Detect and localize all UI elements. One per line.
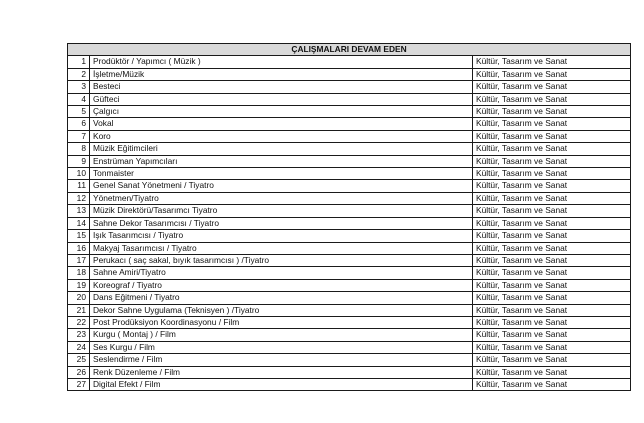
table-body: [68, 56, 631, 391]
row-number: 11: [68, 180, 90, 192]
row-number: 19: [68, 279, 90, 291]
row-number: 23: [68, 329, 90, 341]
table-row: [68, 329, 631, 341]
occupation-name: Çalgıcı: [90, 106, 473, 118]
table-row: [68, 68, 631, 80]
occupation-name: Besteci: [90, 81, 473, 93]
table-title: ÇALIŞMALARI DEVAM EDEN: [68, 44, 631, 56]
occupation-name: İşletme/Müzik: [90, 68, 473, 80]
row-number: 14: [68, 217, 90, 229]
row-number: 17: [68, 254, 90, 266]
table-row: [68, 279, 631, 291]
row-number: 16: [68, 242, 90, 254]
row-number: 5: [68, 106, 90, 118]
table-row: [68, 341, 631, 353]
row-number: 4: [68, 93, 90, 105]
occupation-name: Makyaj Tasarımcısı / Tiyatro: [90, 242, 473, 254]
occupation-category: Kültür, Tasarım ve Sanat: [473, 354, 631, 366]
occupation-name: Sahne Amiri/Tiyatro: [90, 267, 473, 279]
table-row: [68, 81, 631, 93]
occupation-category: Kültür, Tasarım ve Sanat: [473, 106, 631, 118]
occupation-name: Dans Eğitmeni / Tiyatro: [90, 292, 473, 304]
occupation-category: Kültür, Tasarım ve Sanat: [473, 118, 631, 130]
row-number: 24: [68, 341, 90, 353]
occupation-category: Kültür, Tasarım ve Sanat: [473, 267, 631, 279]
occupation-category: Kültür, Tasarım ve Sanat: [473, 93, 631, 105]
table-title-row: [68, 44, 631, 56]
table-row: [68, 366, 631, 378]
occupation-name: Digital Efekt / Film: [90, 378, 473, 390]
table-row: [68, 192, 631, 204]
table-row: [68, 378, 631, 390]
occupation-name: Vokal: [90, 118, 473, 130]
table-row: [68, 217, 631, 229]
occupation-name: Dekor Sahne Uygulama (Teknisyen ) /Tiyatro: [90, 304, 473, 316]
occupation-name: Perukacı ( saç sakal, bıyık tasarımcısı ) /Tiyatro: [90, 254, 473, 266]
occupation-name: Koreograf / Tiyatro: [90, 279, 473, 291]
occupation-name: Renk Düzenleme / Film: [90, 366, 473, 378]
row-number: 18: [68, 267, 90, 279]
row-number: 25: [68, 354, 90, 366]
occupation-category: Kültür, Tasarım ve Sanat: [473, 304, 631, 316]
occupation-category: Kültür, Tasarım ve Sanat: [473, 56, 631, 68]
occupation-category: Kültür, Tasarım ve Sanat: [473, 180, 631, 192]
row-number: 6: [68, 118, 90, 130]
table-row: [68, 242, 631, 254]
table-row: [68, 93, 631, 105]
row-number: 9: [68, 155, 90, 167]
occupation-category: Kültür, Tasarım ve Sanat: [473, 155, 631, 167]
occupation-name: Post Prodüksiyon Koordinasyonu / Film: [90, 316, 473, 328]
row-number: 20: [68, 292, 90, 304]
row-number: 27: [68, 378, 90, 390]
occupation-category: Kültür, Tasarım ve Sanat: [473, 341, 631, 353]
table-row: [68, 267, 631, 279]
row-number: 3: [68, 81, 90, 93]
occupation-category: Kültür, Tasarım ve Sanat: [473, 329, 631, 341]
table-row: [68, 254, 631, 266]
occupation-category: Kültür, Tasarım ve Sanat: [473, 230, 631, 242]
table-row: [68, 180, 631, 192]
occupation-category: Kültür, Tasarım ve Sanat: [473, 378, 631, 390]
row-number: 15: [68, 230, 90, 242]
occupation-name: Koro: [90, 130, 473, 142]
row-number: 21: [68, 304, 90, 316]
occupation-category: Kültür, Tasarım ve Sanat: [473, 130, 631, 142]
occupation-category: Kültür, Tasarım ve Sanat: [473, 205, 631, 217]
occupation-category: Kültür, Tasarım ve Sanat: [473, 292, 631, 304]
occupation-category: Kültür, Tasarım ve Sanat: [473, 242, 631, 254]
table-row: [68, 316, 631, 328]
table-row: [68, 56, 631, 68]
occupation-category: Kültür, Tasarım ve Sanat: [473, 192, 631, 204]
table-row: [68, 143, 631, 155]
table-row: [68, 205, 631, 217]
table-row: [68, 354, 631, 366]
row-number: 7: [68, 130, 90, 142]
occupation-name: Enstrüman Yapımcıları: [90, 155, 473, 167]
table-row: [68, 292, 631, 304]
occupation-name: Müzik Direktörü/Tasarımcı Tiyatro: [90, 205, 473, 217]
row-number: 13: [68, 205, 90, 217]
occupation-name: Tonmaister: [90, 168, 473, 180]
row-number: 22: [68, 316, 90, 328]
table-row: [68, 168, 631, 180]
occupation-name: Prodüktör / Yapımcı ( Müzik ): [90, 56, 473, 68]
occupation-category: Kültür, Tasarım ve Sanat: [473, 68, 631, 80]
occupation-name: Müzik Eğitimcileri: [90, 143, 473, 155]
occupation-name: Ses Kurgu / Film: [90, 341, 473, 353]
occupation-category: Kültür, Tasarım ve Sanat: [473, 366, 631, 378]
occupation-name: Yönetmen/Tiyatro: [90, 192, 473, 204]
occupation-name: Sahne Dekor Tasarımcısı / Tiyatro: [90, 217, 473, 229]
table-row: [68, 130, 631, 142]
table-row: [68, 304, 631, 316]
occupation-category: Kültür, Tasarım ve Sanat: [473, 168, 631, 180]
document-sheet: [67, 43, 630, 391]
occupation-category: Kültür, Tasarım ve Sanat: [473, 81, 631, 93]
row-number: 2: [68, 68, 90, 80]
occupation-name: Güfteci: [90, 93, 473, 105]
occupation-name: Kurgu ( Montaj ) / Film: [90, 329, 473, 341]
occupation-category: Kültür, Tasarım ve Sanat: [473, 254, 631, 266]
table-row: [68, 230, 631, 242]
occupation-name: Seslendirme / Film: [90, 354, 473, 366]
occupation-category: Kültür, Tasarım ve Sanat: [473, 143, 631, 155]
row-number: 1: [68, 56, 90, 68]
table-row: [68, 106, 631, 118]
row-number: 12: [68, 192, 90, 204]
occupation-name: Genel Sanat Yönetmeni / Tiyatro: [90, 180, 473, 192]
occupation-category: Kültür, Tasarım ve Sanat: [473, 316, 631, 328]
table-row: [68, 155, 631, 167]
row-number: 10: [68, 168, 90, 180]
occupation-name: Işık Tasarımcısı / Tiyatro: [90, 230, 473, 242]
row-number: 26: [68, 366, 90, 378]
occupation-category: Kültür, Tasarım ve Sanat: [473, 217, 631, 229]
table-row: [68, 118, 631, 130]
occupation-category: Kültür, Tasarım ve Sanat: [473, 279, 631, 291]
row-number: 8: [68, 143, 90, 155]
occupations-table: [67, 43, 631, 391]
